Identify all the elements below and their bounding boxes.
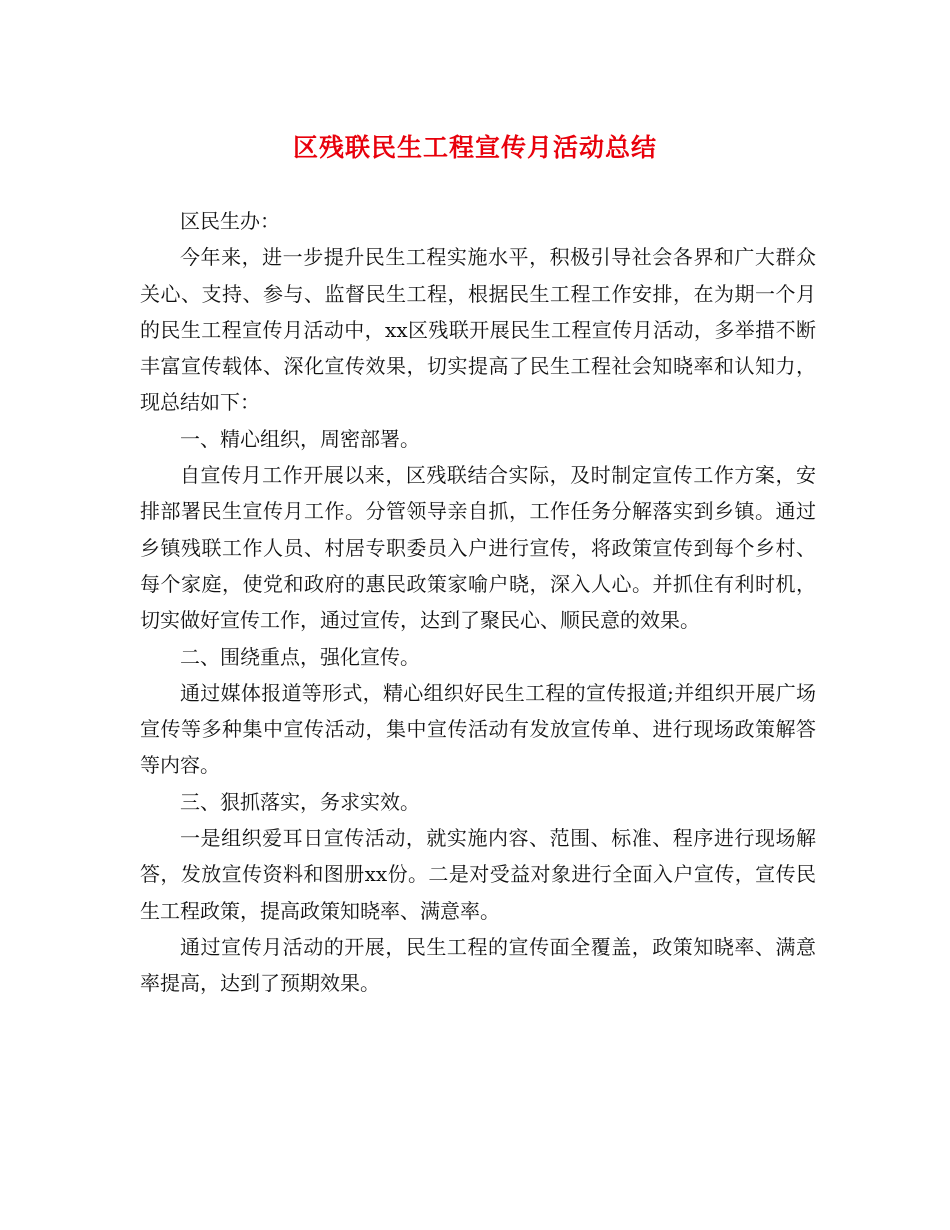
paragraph-section-3: 一是组织爱耳日宣传活动，就实施内容、范围、标准、程序进行现场解答，发放宣传资料和图册xx份。二是对受益对象进行全面入户宣传，宣传民生工程政策，提高政策知晓率、满意率。 — [140, 826, 816, 923]
section-heading-2: 二、围绕重点，强化宣传。 — [180, 644, 420, 669]
section-heading-3: 三、狠抓落实，务求实效。 — [180, 789, 420, 814]
paragraph-section-2: 通过媒体报道等形式，精心组织好民生工程的宣传报道;并组织开展广场宣传等多种集中宣传活动，集中宣传活动有发放宣传单、进行现场政策解答等内容。 — [140, 680, 816, 778]
document-title: 区残联民生工程宣传月活动总结 — [292, 133, 657, 162]
paragraph-section-1: 自宣传月工作开展以来，区残联结合实际，及时制定宣传工作方案，安排部署民生宣传月工作。分管领导亲自抓，工作任务分解落实到乡镇。通过乡镇残联工作人员、村居专职委员入户进行宣传，将政策宣传到每个乡村、每个家庭，使党和政府的惠民政策家喻户晓，深入人心。并抓住有利时机，切实做好宣传工作，通过宣传，达到了聚民心、顺民意的效果。 — [140, 463, 816, 633]
section-heading-1: 一、精心组织，周密部署。 — [180, 426, 420, 451]
document-body — [140, 203, 816, 1002]
paragraph-conclusion: 通过宣传月活动的开展，民生工程的宣传面全覆盖，政策知晓率、满意率提高，达到了预期效果。 — [140, 934, 816, 996]
salutation: 区民生办： — [180, 209, 280, 233]
paragraph-intro: 今年来，进一步提升民生工程实施水平，积极引导社会各界和广大群众关心、支持、参与、监督民生工程，根据民生工程工作安排，在为期一个月的民生工程宣传月活动中，xx区残联开展民生工程宣传月活动，多举措不断丰富宣传载体、深化宣传效果，切实提高了民生工程社会知晓率和认知力，现总结如下： — [140, 245, 816, 415]
